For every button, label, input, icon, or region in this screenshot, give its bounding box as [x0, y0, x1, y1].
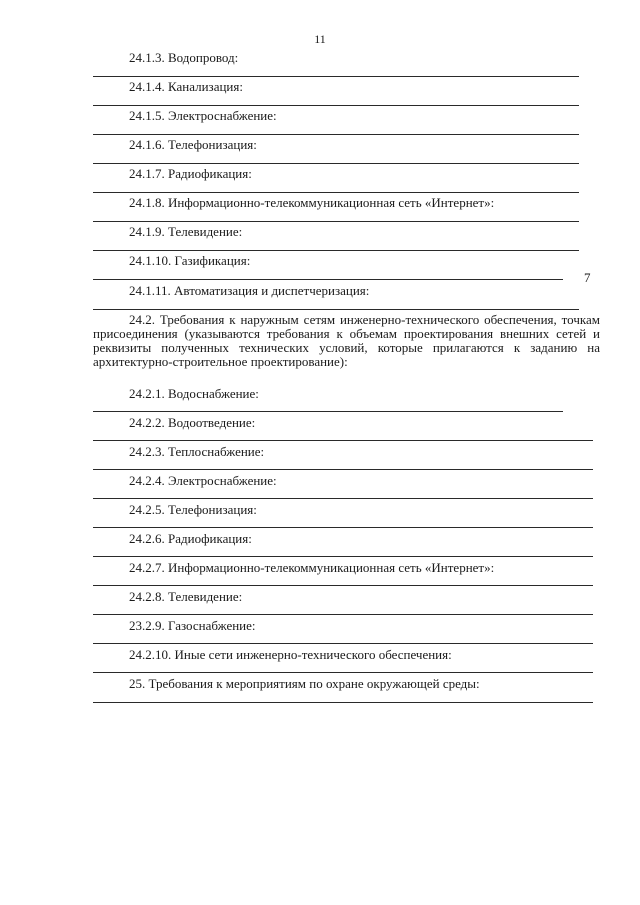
paragraph-24-2-text: 24.2. Требования к наружным сетям инженерно-технического обеспечения, точкам присоединения (указываются требования к объемам проектирования внешних сетей и реквизиты полученных технических условий, которые прилагаются к заданию на архитектурно-строительное проектирование):	[93, 312, 600, 369]
item-24-2-3-label: 24.2.3. Теплоснабжение:	[129, 444, 265, 459]
item-24-2-3-fill-line	[93, 469, 593, 470]
item-24-2-4-label: 24.2.4. Электроснабжение:	[129, 473, 277, 488]
item-24-1-9-fill-line	[93, 250, 579, 251]
item-24-1-10-fill-line	[93, 279, 563, 280]
item-24-2-2-label: 24.2.2. Водоотведение:	[129, 415, 256, 430]
item-24-1-7-fill-line	[93, 192, 579, 193]
item-23-2-9-label: 23.2.9. Газоснабжение:	[129, 618, 256, 633]
item-24-2-8-fill-line	[93, 614, 593, 615]
item-24-1-4-fill-line	[93, 105, 579, 106]
item-24-2-1-label: 24.2.1. Водоснабжение:	[129, 386, 259, 401]
item-24-1-6-fill-line	[93, 163, 579, 164]
item-24-2-1-fill-line	[93, 411, 563, 412]
item-24-2-10-fill-line	[93, 672, 593, 673]
item-24-1-8-fill-line	[93, 221, 579, 222]
item-25-label: 25. Требования к мероприятиям по охране окружающей среды:	[129, 676, 480, 691]
item-24-2-4-fill-line	[93, 498, 593, 499]
item-24-2-6-fill-line	[93, 556, 593, 557]
item-24-1-11-fill-line	[93, 309, 579, 310]
item-24-1-5-fill-line	[93, 134, 579, 135]
paragraph-24-2	[93, 313, 600, 369]
item-24-1-4-label: 24.1.4. Канализация:	[129, 79, 243, 94]
item-24-1-3-label: 24.1.3. Водопровод:	[129, 50, 239, 65]
side-page-number: 7	[584, 270, 591, 285]
item-24-1-9-label: 24.1.9. Телевидение:	[129, 224, 243, 239]
item-25-fill-line	[93, 702, 593, 703]
item-24-1-11-label: 24.1.11. Автоматизация и диспетчеризация:	[129, 283, 370, 298]
item-23-2-9-fill-line	[93, 643, 593, 644]
item-24-2-10-label: 24.2.10. Иные сети инженерно-технического обеспечения:	[129, 647, 452, 662]
item-24-2-5-fill-line	[93, 527, 593, 528]
item-24-1-5-label: 24.1.5. Электроснабжение:	[129, 108, 277, 123]
item-24-2-6-label: 24.2.6. Радиофикация:	[129, 531, 252, 546]
item-24-2-5-label: 24.2.5. Телефонизация:	[129, 502, 257, 517]
item-24-2-8-label: 24.2.8. Телевидение:	[129, 589, 243, 604]
item-24-1-10-label: 24.1.10. Газификация:	[129, 253, 251, 268]
item-24-2-2-fill-line	[93, 440, 593, 441]
item-24-1-8-label: 24.1.8. Информационно-телекоммуникационная сеть «Интернет»:	[129, 195, 495, 210]
item-24-2-7-fill-line	[93, 585, 593, 586]
item-24-1-7-label: 24.1.7. Радиофикация:	[129, 166, 252, 181]
item-24-1-3-fill-line	[93, 76, 579, 77]
item-24-2-7-label: 24.2.7. Информационно-телекоммуникационная сеть «Интернет»:	[129, 560, 495, 575]
item-24-1-6-label: 24.1.6. Телефонизация:	[129, 137, 257, 152]
page-number: 11	[314, 32, 326, 46]
